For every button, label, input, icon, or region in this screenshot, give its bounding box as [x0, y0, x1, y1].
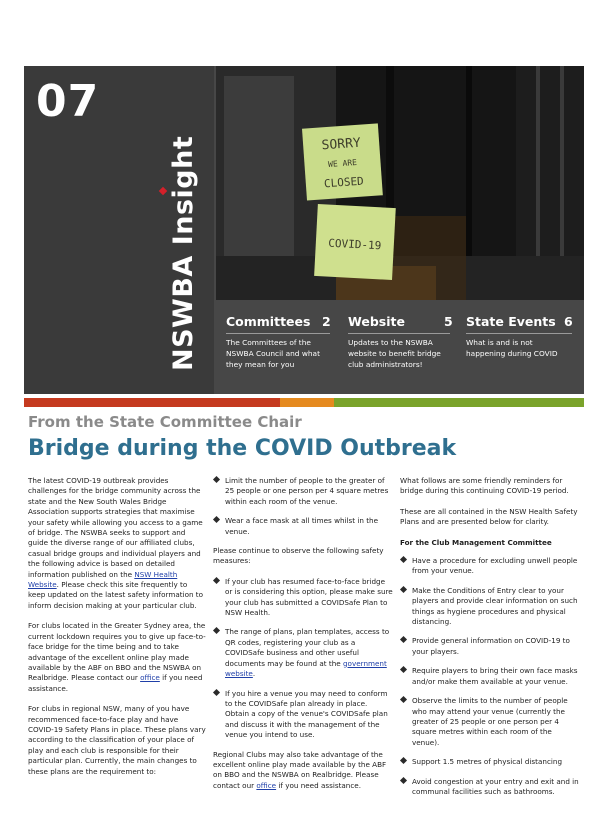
diamond-bullet-icon: [213, 627, 220, 634]
list-item-text: Avoid congestion at your entry and exit and in communal facilities such as bathrooms.: [412, 776, 579, 796]
section-title: Website: [348, 314, 405, 329]
closed-sign-photo: [216, 66, 584, 300]
list-item: [400, 696, 580, 748]
note-line-3: CLOSED: [323, 174, 365, 191]
contents-sections: [216, 304, 584, 394]
note-line-2: WE ARE: [327, 157, 358, 169]
section-page: 6: [564, 314, 573, 329]
list-item: [213, 627, 393, 679]
diamond-bullet-icon: [400, 776, 407, 783]
section-divider: [466, 333, 572, 334]
brand-title: NSWBA Insight: [168, 135, 199, 371]
paragraph-text: The latest COVID-19 outbreak provides challenges for the bridge community across the state and the New South Wales Bridge Association supports strategies that maximise your safety while allowing you access to a game of bridge. The NSWBA seeks to support and guide the diverse range of our affiliated clubs, casual bridge groups and individual players and the following advice is based on detailed information published on the: [28, 476, 203, 579]
cover-photo: [216, 66, 584, 300]
paragraph-text: if you need assistance.: [28, 673, 203, 693]
office-link[interactable]: office: [256, 780, 277, 790]
list-item: [400, 666, 580, 687]
subheading: For the Club Management Committee: [400, 537, 552, 547]
newsletter-header: [24, 66, 584, 394]
diamond-bullet-icon: [213, 577, 220, 584]
article-column-1: [28, 476, 206, 787]
section-divider: [348, 333, 450, 334]
list-item-text: Require players to bring their own face masks and/or make them available at your venue.: [412, 666, 578, 686]
section-description: What is and is not happening during COVID: [466, 338, 558, 358]
section-committees[interactable]: [226, 314, 330, 370]
list-item: [213, 689, 393, 741]
diamond-bullet-icon: [400, 696, 407, 703]
requirements-list: [213, 476, 393, 537]
list-item: [400, 757, 580, 767]
paragraph: Please continue to observe the following safety measures:: [213, 546, 384, 566]
brand-diamond-icon: [159, 187, 167, 195]
list-item-text: The range of plans, plan templates, access to QR codes, registering your club as a COVIDSafe business and other useful documents may be found at the: [225, 627, 390, 668]
paragraph: What follows are some friendly reminders for bridge during this continuing COVID-19 period.: [400, 476, 569, 496]
paragraph: [213, 750, 393, 792]
list-item-text: Limit the number of people to the greater of 25 people or one person per 4 square metres within each room of the venue.: [225, 476, 389, 506]
list-item-text: Observe the limits to the number of people who may attend your venue (currently the greater of 25 people or one person per 4 square metres within each room of the venue).: [412, 696, 568, 747]
list-item: [400, 636, 580, 657]
article-kicker: From the State Committee Chair: [28, 413, 302, 431]
list-item: [400, 556, 580, 577]
list-item-text: If your club has resumed face-to-face bridge or is considering this option, please make sure your club has submitted a COVIDSafe Plan to NSW Health.: [225, 576, 393, 618]
diamond-bullet-icon: [400, 636, 407, 643]
section-description: The Committees of the NSWBA Council and what they mean for you: [226, 338, 320, 369]
diamond-bullet-icon: [213, 516, 220, 523]
color-bar-green: [334, 398, 584, 407]
diamond-bullet-icon: [400, 666, 407, 673]
issue-number: 07: [36, 76, 100, 127]
section-title: State Events: [466, 314, 556, 329]
list-item: [213, 476, 393, 507]
section-description: Updates to the NSWBA website to benefit bridge club administrators!: [348, 338, 441, 369]
safety-measures-list: [213, 577, 393, 741]
list-item-text: Make the Conditions of Entry clear to your players and provide clear information on such things as hygiene procedures and physical distancing.: [412, 585, 578, 627]
section-divider: [226, 333, 330, 334]
paragraph-text: if you need assistance.: [276, 780, 362, 790]
list-item: [213, 516, 393, 537]
list-item: [213, 577, 393, 619]
header-brand-panel: [24, 66, 214, 394]
diamond-bullet-icon: [213, 688, 220, 695]
diamond-bullet-icon: [400, 586, 407, 593]
note-line-1: SORRY: [321, 135, 362, 154]
list-item-text: If you hire a venue you may need to conform to the COVIDSafe plan already in place. Obtain a copy of the venue's COVIDSafe plan and discuss it with the management of the venue you intend to use.: [225, 688, 388, 740]
article-column-2: [213, 476, 393, 801]
paragraph-text: . Please check this site frequently to keep updated on the latest safety information to inform decision making at your particular club.: [28, 580, 204, 610]
list-item: [400, 777, 580, 798]
list-item-text: Provide general information on COVID-19 to your players.: [412, 636, 570, 656]
section-state-events[interactable]: [466, 314, 572, 359]
section-title: Committees: [226, 314, 311, 329]
list-item: [400, 586, 580, 628]
list-item-text: Support 1.5 metres of physical distancing: [412, 757, 563, 767]
color-bar-red: [24, 398, 280, 407]
nsw-health-link[interactable]: NSW Health Website: [28, 569, 178, 590]
section-page: 5: [444, 314, 453, 329]
diamond-bullet-icon: [400, 757, 407, 764]
article-headline: Bridge during the COVID Outbreak: [28, 436, 457, 461]
list-item-text: Have a procedure for excluding unwell people from your venue.: [412, 556, 578, 576]
list-item-text: Wear a face mask at all times whilst in the venue.: [225, 516, 378, 536]
paragraph-text: For clubs located in the Greater Sydney area, the current lockdown requires you to give up face-to-face bridge for the time being and to take advantage of the excellent online play made available by the ABF on BBO and the NSWBA on Realbridge. Please contact our: [28, 621, 206, 683]
paragraph: These are all contained in the NSW Health Safety Plans and are presented below for clarity.: [400, 506, 578, 527]
paragraph-text: Regional Clubs may also take advantage of the excellent online play made available by the ABF on BBO and the NSWBA on Realbridge. Please contact our: [213, 749, 387, 790]
section-page: 2: [322, 314, 331, 329]
note-covid: COVID-19: [328, 236, 382, 253]
paragraph: [28, 476, 206, 611]
club-committee-list: [400, 556, 580, 797]
color-bar-orange: [280, 398, 334, 407]
paragraph: [28, 621, 206, 694]
article-column-3: [400, 476, 580, 806]
section-website[interactable]: [348, 314, 453, 370]
paragraph: For clubs in regional NSW, many of you have recommenced face-to-face play and have COVID-19 Safety Plans in place. These plans vary according to the classification of your place of play and each club is responsible for their particular plan. Currently, the main changes to these plans are the requirement to:: [28, 704, 206, 776]
government-website-link[interactable]: government website: [225, 658, 387, 679]
diamond-bullet-icon: [400, 556, 407, 563]
list-item-text: .: [252, 669, 256, 679]
office-link[interactable]: office: [140, 673, 160, 683]
diamond-bullet-icon: [213, 476, 220, 483]
